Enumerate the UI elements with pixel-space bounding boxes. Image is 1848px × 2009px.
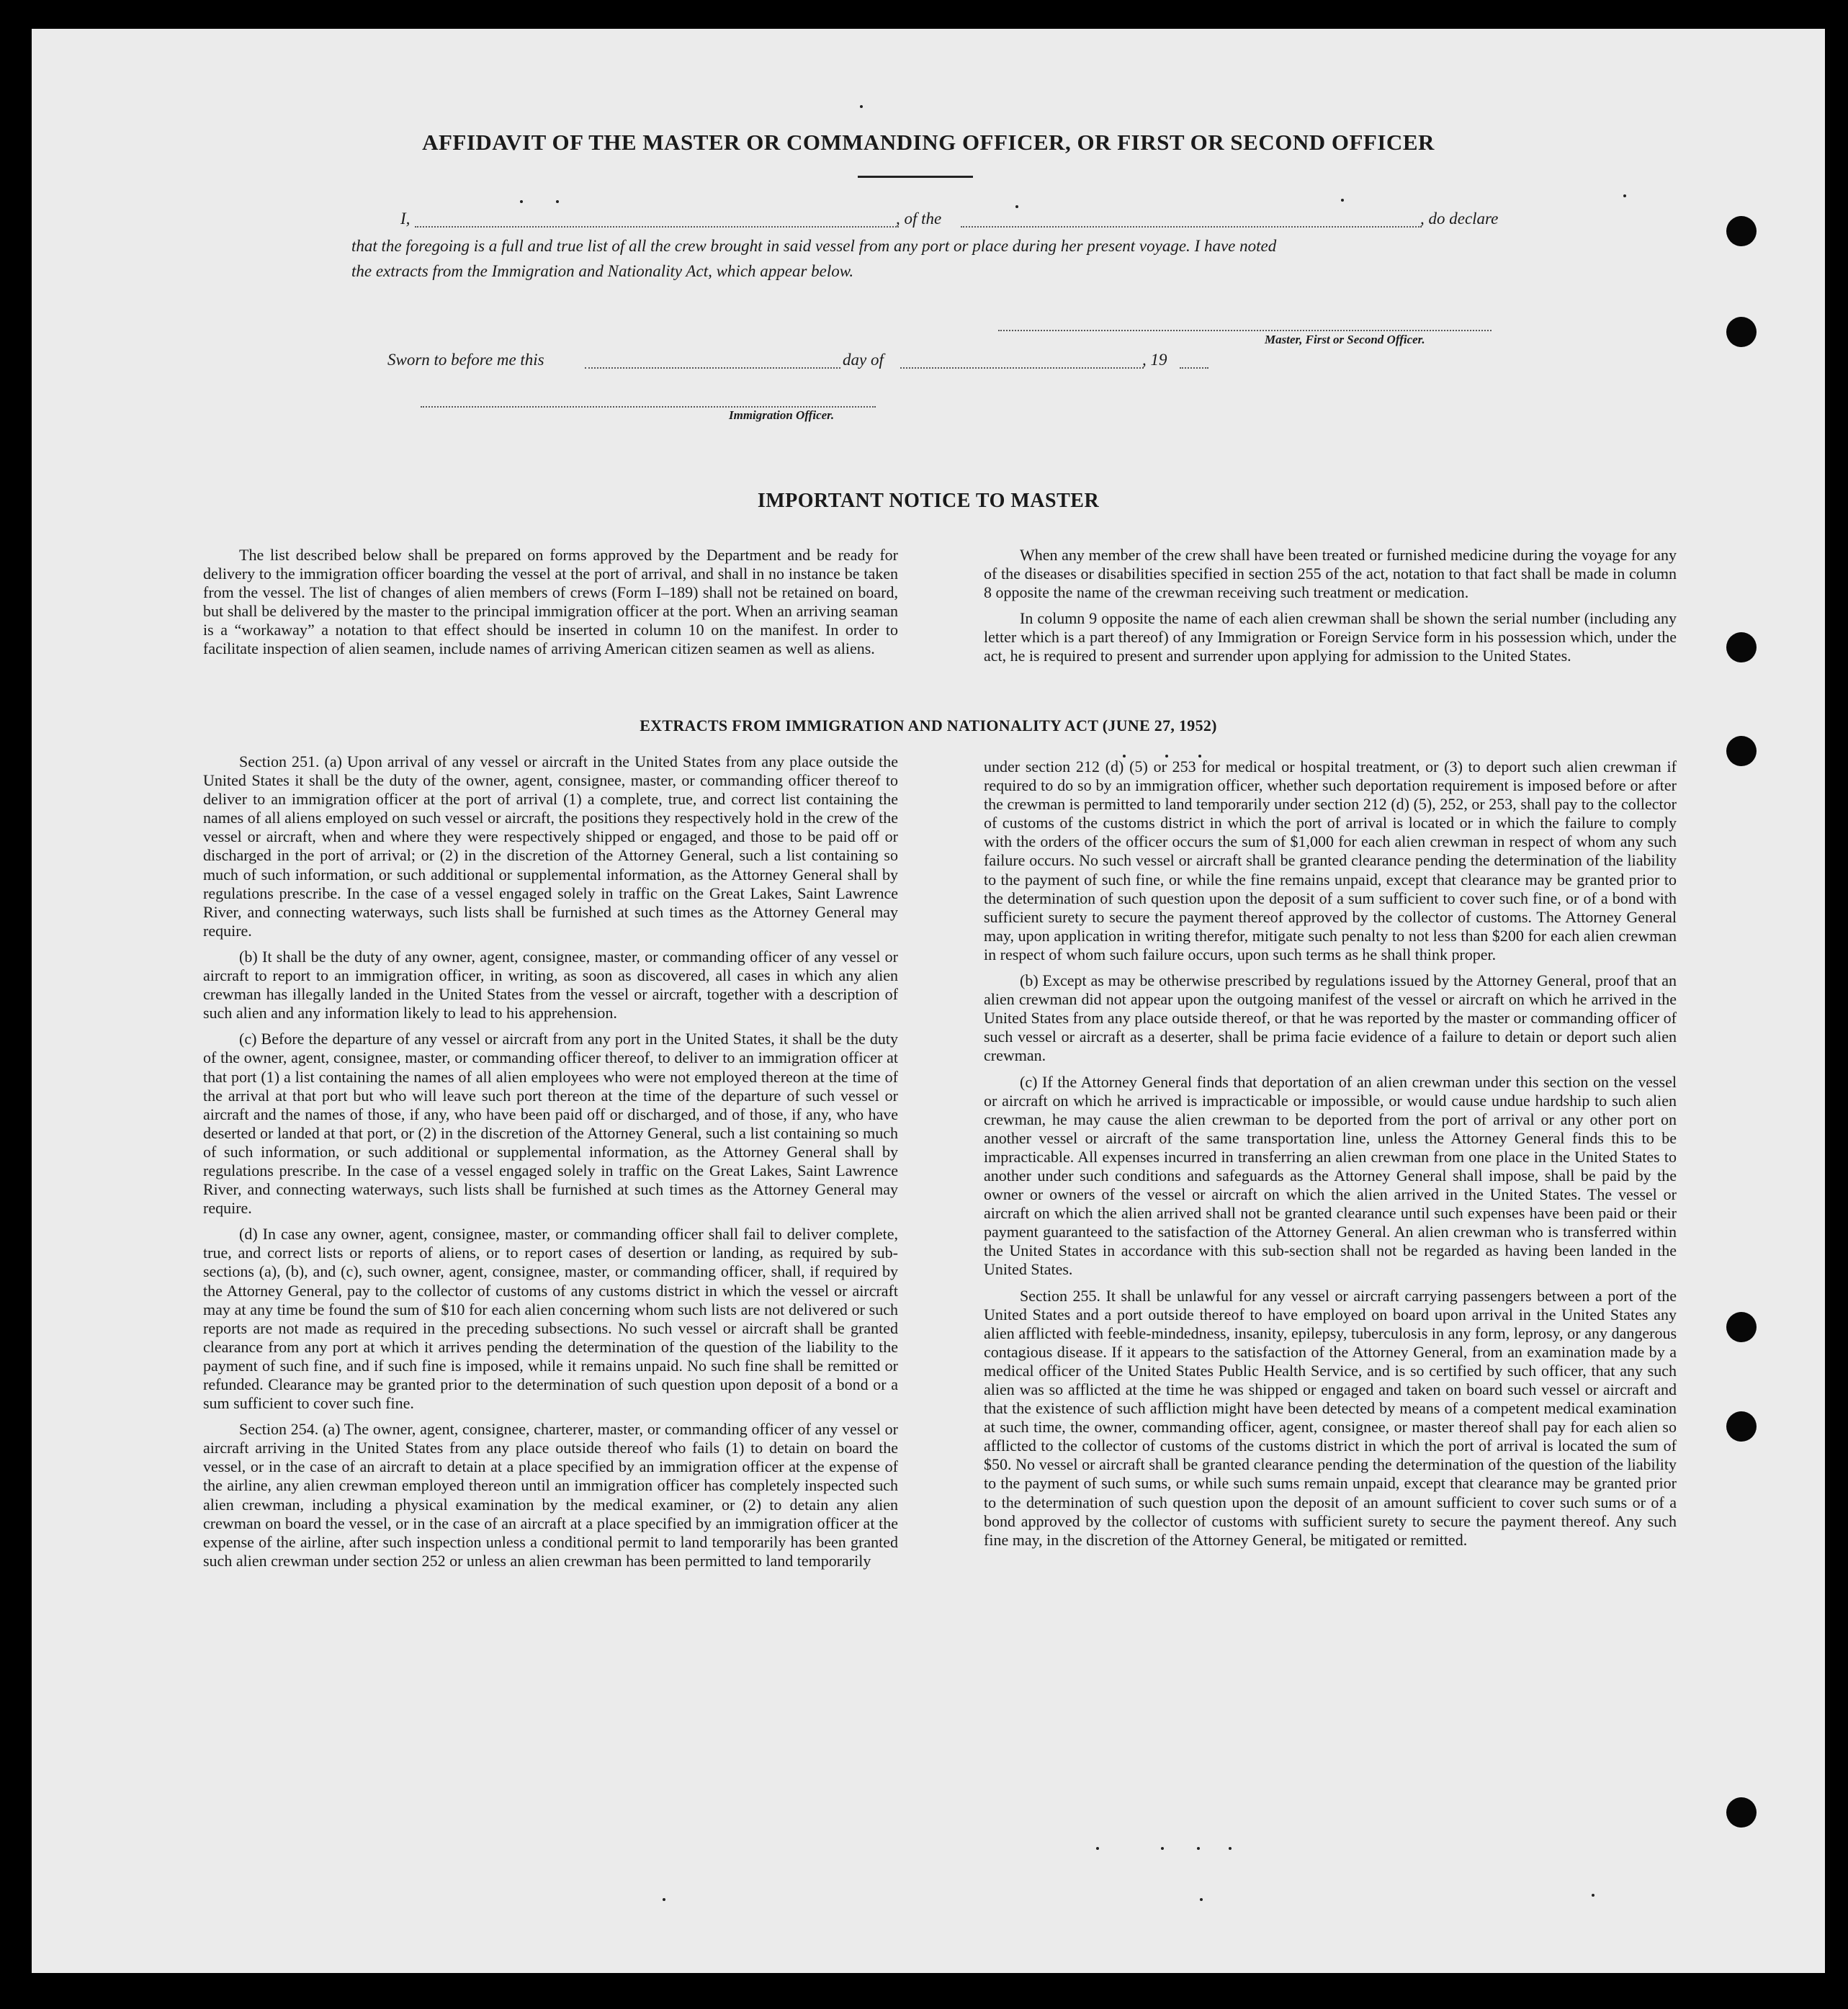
extracts-right-column (984, 758, 1677, 1557)
punch-hole-5 (1726, 1312, 1757, 1342)
scan-speck (1341, 199, 1344, 202)
scan-speck (1123, 755, 1126, 758)
scan-speck (860, 105, 863, 108)
section-254-c: (c) If the Attorney General finds that deportation of an alien crewman under this section on the vessel or aircraft on which he arrived is impracticable or impossible, or would cause undue hardship to such alien crewman, he may cause the alien crewman to be deported from the port of arrival or any other port on another vessel or aircraft of the same transportation line, unless the Attorney General finds this to be impracticable. All expenses incurred in transferring an alien crewman from one place in the United States to another under such conditions and safeguards as the Attorney General shall impose, shall be paid by the owner or owners of the vessel or aircraft on which the alien arrived in the United States. The vessel or aircraft on which the alien arrived shall not be granted clearance until such expenses have been paid or their payment guaranteed to the satisfaction of the Attorney General. An alien crewman who is transferred within the United States in accordance with this sub-section shall not be regarded as having been landed in the United States. (984, 1072, 1677, 1279)
month-blank[interactable] (900, 367, 1144, 369)
day-of-label: day of (843, 351, 884, 369)
scan-speck (1197, 1847, 1200, 1850)
scan-speck (1165, 755, 1168, 758)
vessel-blank[interactable] (961, 226, 1422, 228)
name-blank[interactable] (415, 226, 899, 228)
section-254-a: Section 254. (a) The owner, agent, consignee, charterer, master, or commanding officer of any vessel or aircraft arriving in the United States from any place outside thereof who fails (1) to detain on board the vessel, or in the case of an aircraft to detain at a place specified by an immigration officer at the expense of the airline, any alien crewman employed thereon until an immigration officer has completely inspected such alien crewman, including a physical examination by the medical examiner, or (2) to detain any alien crewman on board the vessel, or in the case of an aircraft at a place specified by an immigration officer at the expense of the airline, after such inspection unless a conditional permit to land temporarily has been granted such alien crewman under section 252 or unless an alien crewman has been permitted to land temporarily (203, 1420, 898, 1570)
year-blank[interactable] (1180, 367, 1208, 369)
sworn-label: Sworn to before me this (387, 351, 544, 369)
scan-speck (1229, 1847, 1232, 1850)
year-label: , 19 (1142, 351, 1167, 369)
punch-hole-2 (1726, 317, 1757, 347)
scan-speck (1198, 755, 1201, 758)
punch-hole-3 (1726, 632, 1757, 662)
extracts-title: EXTRACTS FROM IMMIGRATION AND NATIONALITY ACT (JUNE 27, 1952) (640, 716, 1217, 734)
title-rule (858, 176, 973, 178)
scan-speck (520, 200, 523, 203)
section-255: Section 255. It shall be unlawful for any vessel or aircraft carrying passengers between a port of the United States and a port outside thereof to have employed on board upon arrival in the United States any alien afflicted with feeble-mindedness, insanity, epilepsy, tuberculosis in any form, leprosy, or any dangerous contagious disease. If it appears to the satisfaction of the Attorney General, from an examination made by a medical officer of the United States Public Health Service, and is so certified by such officer, that any such alien was so afflicted at the time he was shipped or engaged and taken on board such vessel or aircraft and that the existence of such affliction might have been detected by means of a competent medical examination at such time, the owner, commanding officer, agent, consignee, or master thereof shall pay for each alien so afflicted to the collector of customs of the customs district in which the port of arrival is located the sum of $50. No vessel or aircraft shall be granted clearance pending the determination of the question of the liability to the payment of such sums, or while such sums remain unpaid, except that clearance may be granted prior to the determination of such question upon the deposit of an amount sufficient to cover such sums or of a bond approved by the collector of customs with sufficient surety to secure the payment thereof. Any such fine may, in the discretion of the Attorney General, be mitigated or remitted. (984, 1286, 1677, 1549)
immigration-officer-signature-line[interactable] (421, 406, 876, 408)
notice-right-column (984, 546, 1677, 673)
punch-hole-7 (1726, 1797, 1757, 1828)
notice-paragraph: When any member of the crew shall have been treated or furnished medicine during the voyage for any of the diseases or disabilities specified in section 255 of the act, notation to that fact shall be made in column 8 opposite the name of the crewman receiving such treatment or medication. (984, 546, 1677, 602)
notice-paragraph: The list described below shall be prepared on forms approved by the Department and be ready for delivery to the immigration officer boarding the vessel at the port of arrival, and shall in no instance be taken from the vessel. The list of changes of alien members of crews (Form I–189) shall not be retained on board, but shall be delivered by the master to the principal immigration officer at the port. When an arriving seaman is a “workaway” a notation to that effect should be inserted in column 10 on the manifest. In order to facilitate inspection of alien seamen, include names of arriving American citizen seamen as well as aliens. (203, 546, 898, 658)
affidavit-i-label: I, (400, 210, 411, 228)
scan-speck (1015, 205, 1018, 208)
scan-speck (663, 1898, 665, 1901)
scan-speck (1096, 1847, 1099, 1850)
affidavit-title: AFFIDAVIT OF THE MASTER OR COMMANDING OFFICER, OR FIRST OR SECOND OFFICER (422, 130, 1435, 155)
section-251-d: (d) In case any owner, agent, consignee, master, or commanding officer shall fail to deliver complete, true, and correct lists or reports of aliens, or to report cases of desertion or landing, as required by sub-sections (a), (b), and (c), such owner, agent, consignee, master, or commanding officer, shall, if required by the Attorney General, pay to the collector of customs of any customs district in which the vessel or aircraft may at any time be found the sum of $10 for each alien concerning whom such lists are not delivered or such reports are not made as required in the preceding subsections. No such vessel or aircraft shall be granted clearance from any port at which it arrives pending the determination of the question of the liability to the payment of such fine, and if such fine is imposed, while it remains unpaid. No such fine shall be remitted or refunded. Clearance may be granted prior to the determination of such question upon deposit of a bond or a sum sufficient to cover such fine. (203, 1225, 898, 1413)
scan-speck (556, 200, 559, 203)
affidavit-do-declare-label: , do declare (1420, 210, 1499, 228)
section-251-b: (b) It shall be the duty of any owner, agent, consignee, master, or commanding officer of any vessel or aircraft to report to an immigration officer, in writing, as soon as discovered, all cases in which any alien crewman has illegally landed in the United States from the vessel or aircraft, together with a description of such alien and any information likely to lead to his apprehension. (203, 947, 898, 1023)
scan-speck (1161, 1847, 1164, 1850)
notice-left-column (203, 546, 898, 666)
affidavit-declaration-line-2: the extracts from the Immigration and Nationality Act, which appear below. (351, 262, 854, 280)
master-signature-line[interactable] (998, 330, 1492, 331)
section-254-b: (b) Except as may be otherwise prescribed by regulations issued by the Attorney General, proof that an alien crewman did not appear upon the outgoing manifest of the vessel or aircraft on which he arrived in the United States from any place outside thereof, or that he was reported by the master or commanding officer of such vessel or aircraft as a deserter, shall be prima facie evidence of a failure to detain or deport such alien crewman. (984, 971, 1677, 1065)
immigration-officer-label: Immigration Officer. (729, 408, 835, 422)
punch-hole-6 (1726, 1411, 1757, 1442)
scan-speck (1200, 1898, 1203, 1901)
sworn-day-blank[interactable] (585, 367, 840, 369)
notice-paragraph: In column 9 opposite the name of each alien crewman shall be shown the serial number (including any letter which is a part thereof) of any Immigration or Foreign Service form in his possession which, under the act, he is required to present and surrender upon applying for admission to the United States. (984, 609, 1677, 665)
scan-speck (1623, 194, 1626, 197)
master-signature-label: Master, First or Second Officer. (1265, 333, 1425, 346)
section-254-a-continued: under section 212 (d) (5) or 253 for medical or hospital treatment, or (3) to deport such alien crewman if required to do so by an immigration officer, whether such deportation requirement is imposed before or after the crewman is permitted to land temporarily under section 212 (d) (5), 252, or 253, shall pay to the collector of customs of the customs district in which the port of arrival is located or in which the failure to comply with the orders of the officer occurs the sum of $1,000 for each alien crewman in respect of whom any such failure occurs. No such vessel or aircraft shall be granted clearance pending the determination of the liability to the payment of such fine, or while the fine remains unpaid, except that clearance may be granted prior to the determination of such question upon the deposit of a sum sufficient to cover such fine, or of a bond with sufficient surety to secure the payment thereof approved by the collector of customs. The Attorney General may, upon application in writing therefor, mitigate such penalty to not less than $200 for each alien crewman in respect of whom such failure occurs, upon such terms as he shall think proper. (984, 758, 1677, 963)
section-251-c: (c) Before the departure of any vessel or aircraft from any port in the United States, it shall be the duty of the owner, agent, consignee, master, or commanding officer thereof, to deliver to an immigration officer at that port (1) a list containing the names of all alien employees who were not employed thereon at the time of the arrival at that port but who will leave such port thereon at the time of the departure of such vessel or aircraft and the names of those, if any, who have been paid off or discharged, and of those, if any, who have deserted or landed at that port, or (2) in the discretion of the Attorney General, such a list containing so much of such information, or such additional or supplemental information, as the Attorney General shall by regulations prescribe. In the case of a vessel engaged solely in traffic on the Great Lakes, Saint Lawrence River, and connecting waterways, such lists shall be furnished at such times as the Attorney General may require. (203, 1030, 898, 1218)
document-page (32, 29, 1825, 1973)
affidavit-of-the-label: , of the (896, 210, 942, 228)
punch-hole-4 (1726, 736, 1757, 766)
extracts-left-column (203, 752, 898, 1578)
notice-title: IMPORTANT NOTICE TO MASTER (757, 490, 1100, 512)
section-251-a: Section 251. (a) Upon arrival of any vessel or aircraft in the United States from any place outside the United States it shall be the duty of the owner, agent, consignee, master, or commanding officer thereof to deliver to an immigration officer at the port of arrival (1) a complete, true, and correct list containing the names of all aliens employed on such vessel or aircraft, the positions they respectively hold in the crew of the vessel or aircraft, when and where they were respectively shipped or engaged, and those to be paid off or discharged in the port of arrival; or (2) in the discretion of the Attorney General, such a list containing so much of such information, or such additional or supplemental information, as the Attorney General shall by regulations prescribe. In the case of a vessel engaged solely in traffic on the Great Lakes, Saint Lawrence River, and connecting waterways, such lists shall be furnished at such times as the Attorney General may require. (203, 752, 898, 940)
punch-hole-1 (1726, 216, 1757, 246)
scan-speck (1592, 1894, 1594, 1897)
affidavit-declaration-line-1: that the foregoing is a full and true list of all the crew brought in said vessel from any port or place during her present voyage. I have noted (351, 237, 1277, 255)
